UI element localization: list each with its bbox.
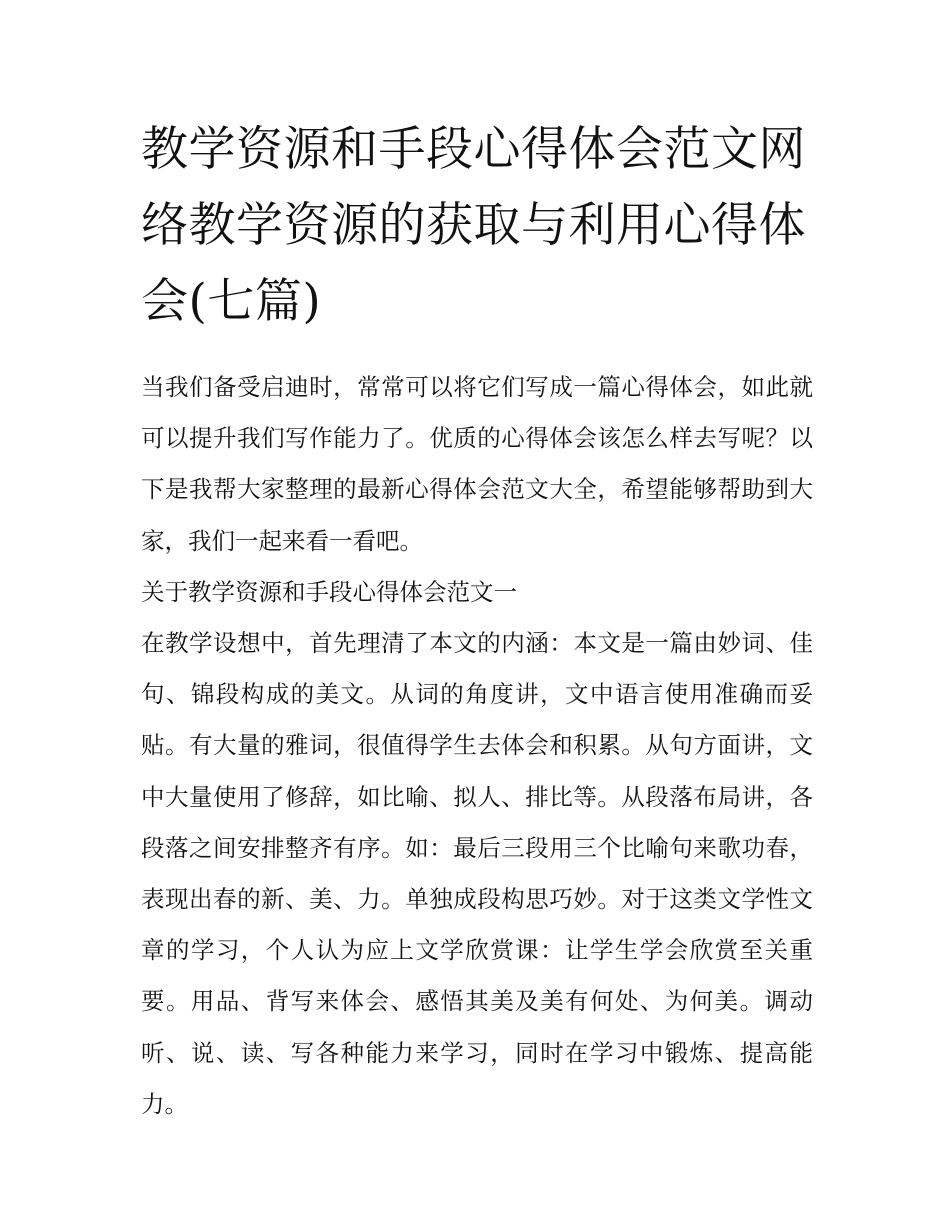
body-paragraph: 在教学设想中，首先理清了本文的内涵：本文是一篇由妙词、佳句、锦段构成的美文。从词的角度讲，文中语言使用准确而妥贴。有大量的雅词，很值得学生去体会和积累。从句方面讲，文中大量使用了修辞，如比喻、拟人、排比等。从段落布局讲，各段落之间安排整齐有序。如：最后三段用三个比喻句来歌功春，表现出春的新、美、力。单独成段构思巧妙。对于这类文学性文章的学习，个人认为应上文学欣赏课：让学生学会欣赏至关重要。用品、背写来体会、感悟其美及美有何处、为何美。调动听、说、读、写各种能力来学习，同时在学习中锻炼、提高能力。 xyxy=(141,629,813,1118)
document-content xyxy=(141,112,813,1130)
section-heading: 关于教学资源和手段心得体会范文一 xyxy=(141,577,517,606)
intro-paragraph: 当我们备受启迪时，常常可以将它们写成一篇心得体会，如此就可以提升我们写作能力了。优质的心得体会该怎么样去写呢？以下是我帮大家整理的最新心得体会范文大全，希望能够帮助到大家，我们一起来看一看吧。 xyxy=(141,373,813,555)
document-title: 教学资源和手段心得体会范文网络教学资源的获取与利用心得体会(七篇) xyxy=(141,122,806,329)
